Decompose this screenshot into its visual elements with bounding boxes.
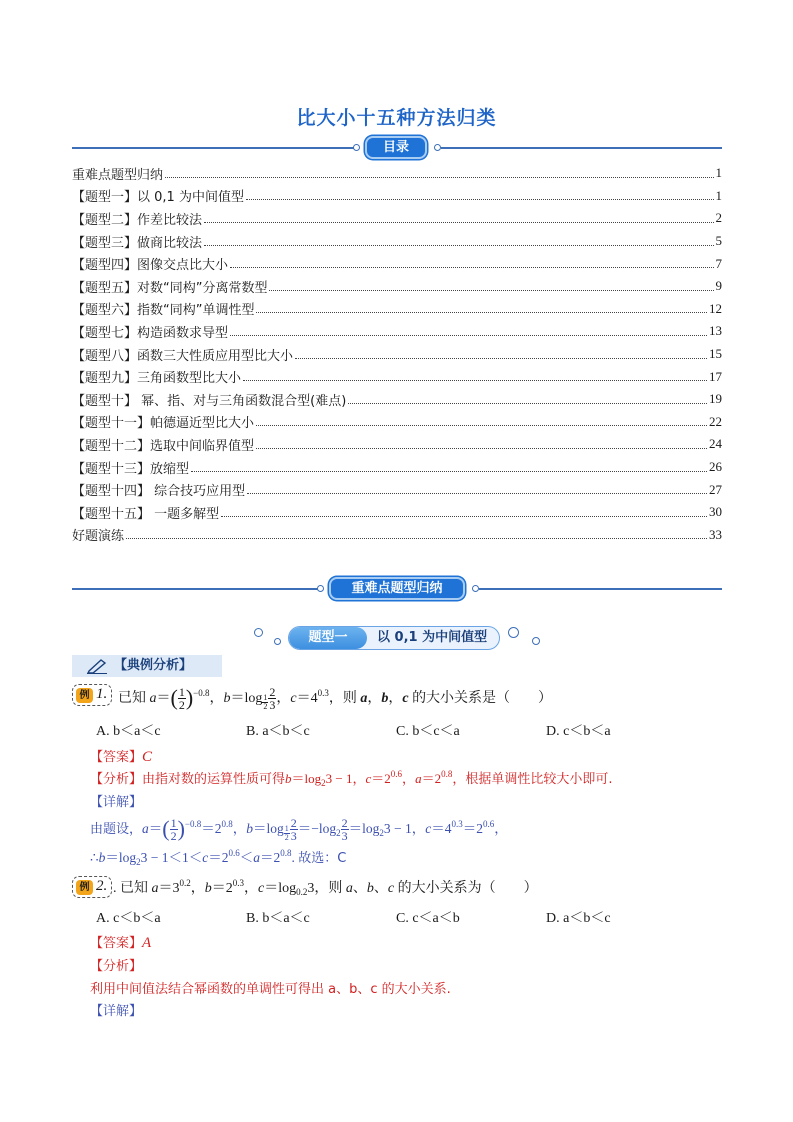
question-stem: 已知 a＝( $\frac{1}{2}$ )$^{-0.8}$，b＝log $_{\frac{1}{2}}$ $\frac{2}{3}$ ，$c=4^{0.3}$，则 a，b，c 的大小关系是（ ） bbox=[118, 685, 553, 713]
document-title: 比大小十五种方法归类 bbox=[296, 107, 497, 129]
toc-page-number: 22 bbox=[709, 413, 722, 429]
toc-entry-label: 【题型七】构造函数求导型 bbox=[72, 325, 229, 341]
toc-entry[interactable] bbox=[72, 252, 722, 275]
toc-entry[interactable] bbox=[72, 298, 722, 321]
banner-dot-left bbox=[317, 585, 324, 592]
toc-page-number: 30 bbox=[709, 504, 722, 520]
option-b: B. a＜b＜c bbox=[246, 724, 310, 739]
toc-page-number: 5 bbox=[715, 233, 722, 249]
example-analysis-label: 【典例分析】 bbox=[114, 658, 193, 673]
section-banner bbox=[72, 577, 722, 601]
toc-entry[interactable] bbox=[72, 478, 722, 501]
toc-leader-dots bbox=[256, 448, 707, 449]
toc-leader-dots bbox=[256, 312, 707, 313]
toc-entry-label: 【题型五】对数“同构”分离常数型 bbox=[72, 280, 268, 296]
toc-entry-label: 【题型十四】 综合技巧应用型 bbox=[72, 484, 246, 500]
decor-circle bbox=[254, 628, 263, 637]
analysis-label: 【分析】 bbox=[90, 959, 143, 974]
toc-page-number: 2 bbox=[715, 210, 722, 226]
answer-row: 【答案】C bbox=[90, 749, 153, 765]
question-1 bbox=[72, 684, 722, 869]
toc-page-number: 17 bbox=[709, 368, 722, 384]
banner-line-left bbox=[72, 588, 318, 590]
section-banner-label: 重难点题型归纳 bbox=[329, 577, 465, 600]
toc-page-number: 13 bbox=[709, 323, 722, 339]
banner-line-left bbox=[72, 147, 354, 149]
question-number: 2. bbox=[96, 878, 108, 894]
toc-leader-dots bbox=[348, 403, 707, 404]
example-icon: 例 bbox=[76, 880, 93, 895]
toc-entry[interactable] bbox=[72, 433, 722, 456]
toc-leader-dots bbox=[269, 290, 713, 291]
toc-entry-label: 【题型十一】帕德逼近型比大小 bbox=[72, 416, 255, 432]
toc-entry[interactable] bbox=[72, 456, 722, 479]
toc-leader-dots bbox=[243, 380, 707, 381]
question-stem: . 已知 $a=3^{0.2}$，$b=2^{0.3}$，$c=\log_{0.2}3$，则 a、b、c 的大小关系为（ ） bbox=[113, 878, 538, 897]
decor-circle bbox=[532, 637, 540, 645]
banner-dot-right bbox=[434, 144, 441, 151]
toc-page-number: 1 bbox=[715, 165, 722, 181]
toc-entry[interactable] bbox=[72, 343, 722, 366]
detail-label: 【详解】 bbox=[90, 1004, 143, 1019]
answer-value: A bbox=[142, 935, 152, 951]
toc-entry[interactable] bbox=[72, 524, 722, 547]
toc-banner-label: 目录 bbox=[365, 136, 427, 159]
toc-leader-dots bbox=[230, 335, 707, 336]
toc-leader-dots bbox=[256, 425, 707, 426]
toc-leader-dots bbox=[191, 471, 707, 472]
toc-leader-dots bbox=[165, 177, 713, 178]
toc-entry[interactable] bbox=[72, 320, 722, 343]
question-2 bbox=[72, 876, 722, 1019]
toc-page-number: 12 bbox=[709, 300, 722, 316]
type-heading bbox=[250, 624, 550, 654]
toc-leader-dots bbox=[295, 358, 707, 359]
question-options bbox=[96, 907, 696, 927]
pencil-icon bbox=[86, 658, 108, 674]
banner-line-right bbox=[441, 147, 722, 149]
banner-dot-right bbox=[472, 585, 479, 592]
toc-entry-label: 【题型三】做商比较法 bbox=[72, 235, 203, 251]
banner-dot-left bbox=[353, 144, 360, 151]
banner-line-right bbox=[479, 588, 722, 590]
detail-line-1: 由题设，a＝( $\frac{1}{2}$ )$^{-0.8}=2^{0.8}$，b＝log $_{\frac{1}{2}}$ $\frac{2}{3}$ $=-\log_2$ $\frac{2}{3}$ $=\log_23 - 1$，$c=4^{0.3}=2^{0.6}$， bbox=[90, 816, 508, 844]
table-of-contents bbox=[72, 162, 722, 546]
toc-page-number: 7 bbox=[715, 255, 722, 271]
toc-entry-label: 【题型十】 幂、指、对与三角函数混合型(难点) bbox=[72, 393, 347, 409]
toc-entry-label: 【题型八】函数三大性质应用型比大小 bbox=[72, 348, 294, 364]
question-badge bbox=[72, 684, 112, 706]
option-d: D. c＜b＜a bbox=[546, 724, 611, 739]
answer-value: C bbox=[142, 749, 153, 765]
detail-label: 【详解】 bbox=[90, 795, 143, 810]
toc-entry-label: 【题型九】三角函数型比大小 bbox=[72, 371, 242, 387]
toc-leader-dots bbox=[221, 516, 707, 517]
analysis-text: 利用中间值法结合幂函数的单调性可得出 a、b、c 的大小关系. bbox=[90, 982, 451, 997]
toc-page-number: 27 bbox=[709, 481, 722, 497]
example-analysis-tag bbox=[72, 655, 222, 677]
toc-entry-label: 好题演练 bbox=[72, 529, 125, 545]
analysis-row: 【分析】由指对数的运算性质可得$b=\log_23 - 1$，$c=2^{0.6}$，$a=2^{0.8}$，根据单调性比较大小即可. bbox=[90, 769, 613, 788]
type-heading-title: 以 0,1 为中间值型 bbox=[377, 630, 488, 645]
toc-entry-label: 【题型四】图像交点比大小 bbox=[72, 258, 229, 274]
toc-entry[interactable] bbox=[72, 230, 722, 253]
answer-row: 【答案】A bbox=[90, 935, 152, 951]
option-a: A. b＜a＜c bbox=[96, 724, 161, 739]
toc-entry-label: 【题型十五】 一题多解型 bbox=[72, 506, 220, 522]
question-badge bbox=[72, 876, 112, 898]
option-b: B. b＜a＜c bbox=[246, 911, 310, 926]
type-heading-pill bbox=[288, 626, 500, 650]
option-a: A. c＜b＜a bbox=[96, 911, 161, 926]
toc-entry-label: 【题型十三】放缩型 bbox=[72, 461, 190, 477]
toc-entry[interactable] bbox=[72, 411, 722, 434]
decor-circle bbox=[508, 627, 519, 638]
toc-page-number: 33 bbox=[709, 526, 722, 542]
toc-entry[interactable] bbox=[72, 388, 722, 411]
toc-leader-dots bbox=[204, 245, 713, 246]
option-c: C. c＜a＜b bbox=[396, 911, 460, 926]
toc-page-number: 19 bbox=[709, 391, 722, 407]
toc-leader-dots bbox=[230, 267, 713, 268]
option-d: D. a＜b＜c bbox=[546, 911, 611, 926]
toc-entry[interactable] bbox=[72, 365, 722, 388]
detail-line-2: $\therefore b=\log_23 - 1<1<c=2^{0.6}<a=2^{0.8}$. 故选：C bbox=[90, 848, 347, 867]
toc-page-number: 9 bbox=[715, 278, 722, 294]
decor-circle bbox=[274, 638, 281, 645]
toc-entry-label: 【题型十二】选取中间临界值型 bbox=[72, 438, 255, 454]
toc-leader-dots bbox=[246, 199, 714, 200]
toc-entry-label: 重难点题型归纳 bbox=[72, 167, 164, 183]
question-number: 1. bbox=[96, 686, 108, 702]
toc-entry-label: 【题型六】指数“同构”单调性型 bbox=[72, 303, 255, 319]
toc-leader-dots bbox=[126, 538, 707, 539]
type-heading-tag: 题型一 bbox=[289, 627, 367, 649]
toc-leader-dots bbox=[204, 222, 713, 223]
toc-entry[interactable] bbox=[72, 162, 722, 185]
toc-entry[interactable] bbox=[72, 185, 722, 208]
toc-leader-dots bbox=[247, 493, 707, 494]
example-icon: 例 bbox=[76, 688, 93, 703]
toc-entry-label: 【题型一】以 0,1 为中间值型 bbox=[72, 190, 244, 206]
toc-page-number: 26 bbox=[709, 459, 722, 475]
toc-page-number: 15 bbox=[709, 346, 722, 362]
option-c: C. b＜c＜a bbox=[396, 724, 460, 739]
toc-entry[interactable] bbox=[72, 207, 722, 230]
toc-entry[interactable] bbox=[72, 501, 722, 524]
toc-entry[interactable] bbox=[72, 275, 722, 298]
toc-banner bbox=[72, 136, 722, 160]
toc-page-number: 24 bbox=[709, 436, 722, 452]
toc-page-number: 1 bbox=[715, 187, 722, 203]
toc-entry-label: 【题型二】作差比较法 bbox=[72, 212, 203, 228]
question-options bbox=[96, 720, 696, 740]
